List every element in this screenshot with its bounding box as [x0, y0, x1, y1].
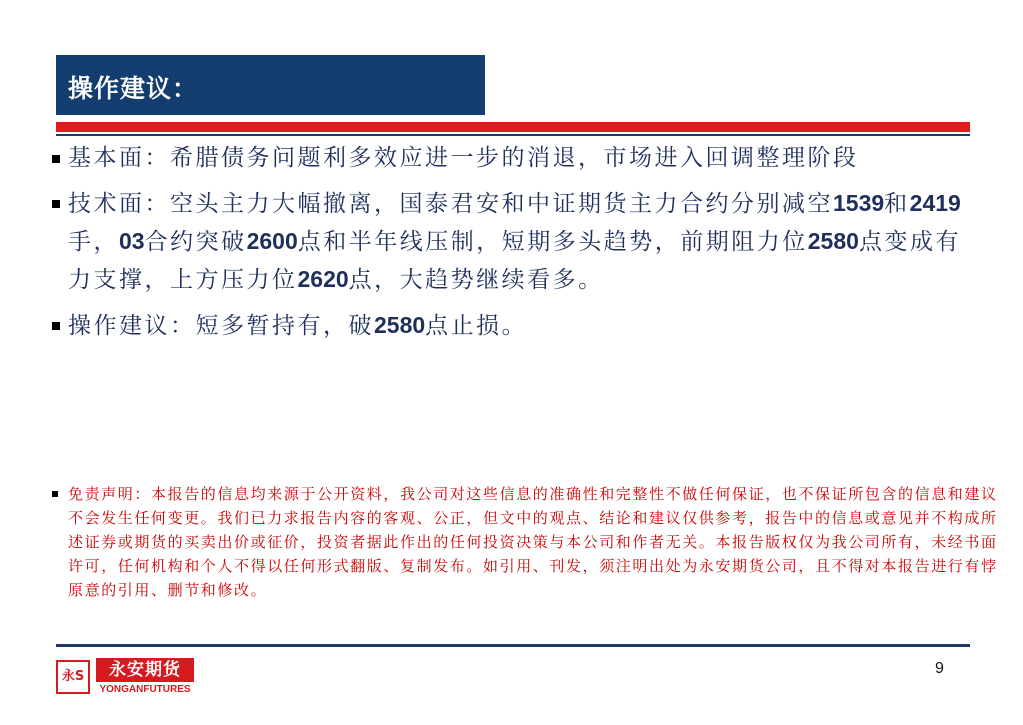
number: 2580: [374, 312, 426, 338]
blue-divider: [56, 134, 970, 136]
bullet-square-icon: [52, 322, 60, 330]
bullet-technicals: [50, 185, 980, 299]
red-divider: [56, 122, 970, 132]
number: 2600: [246, 228, 298, 254]
logo-mark-icon: 永S: [56, 660, 90, 694]
bullet-text: 基本面：希腊债务问题利多效应进一步的消退，市场进入回调整理阶段: [68, 145, 859, 171]
number: 2580: [807, 228, 859, 254]
bullet-text: 点和半年线压制，短期多头趋势，前期阻力位: [297, 229, 808, 255]
bullet-square-icon: [52, 200, 60, 208]
logo-chinese-name: 永安期货: [96, 658, 194, 682]
bullet-text: 点变成有力支撑，上方压力位: [68, 229, 961, 293]
logo-english-name: YONGANFUTURES: [99, 684, 191, 695]
title-bar: [56, 55, 485, 115]
bullet-fundamentals: [50, 140, 980, 177]
bullet-text: 操作建议：短多暂持有，破: [68, 313, 374, 339]
page-number: 9: [935, 660, 944, 677]
company-logo: [56, 658, 196, 698]
footer-divider: [56, 644, 970, 647]
bullet-text: 和: [884, 191, 910, 217]
slide-title: 操作建议：: [68, 74, 199, 103]
bullet-text: 点止损。: [425, 313, 528, 339]
bullet-square-icon: [52, 155, 60, 163]
disclaimer-text: 免责声明：本报告的信息均来源于公开资料，我公司对这些信息的准确性和完整性不做任何保证，也不保证所包含的信息和建议 不会发生任何变更。我们已力求报告内容的客观、公正，但文中的观点、结论和建议仅供参考，报告中的信息或意见并不构成所述证券或期货的买卖出价或征价，投资者据此作出的任何投资决策与本公司和作者无关。本报告版权仅为我公司所有，未经书面许可，任何机构和个人不得以任何形式翻版、复制发布。如引用、刊发，须注明出处为永安期货公司，且不得对本报告进行有悖原意的引用、删节和修改。: [68, 485, 998, 599]
bullet-list: [50, 140, 980, 353]
bullet-text: 点，大趋势继续看多。: [348, 267, 604, 293]
bullet-text: 技术面：空头主力大幅撤离，国泰君安和中证期货主力合约分别减空: [68, 191, 833, 217]
disclaimer: [50, 482, 998, 602]
bullet-square-icon: [52, 491, 58, 497]
number: 2620: [297, 266, 349, 292]
bullet-operation: [50, 307, 980, 345]
bullet-text: 合约突破: [144, 229, 247, 255]
bullet-text: 手，: [68, 229, 119, 255]
number: 2419: [909, 190, 961, 216]
number: 1539: [833, 190, 885, 216]
number: 03: [119, 228, 145, 254]
